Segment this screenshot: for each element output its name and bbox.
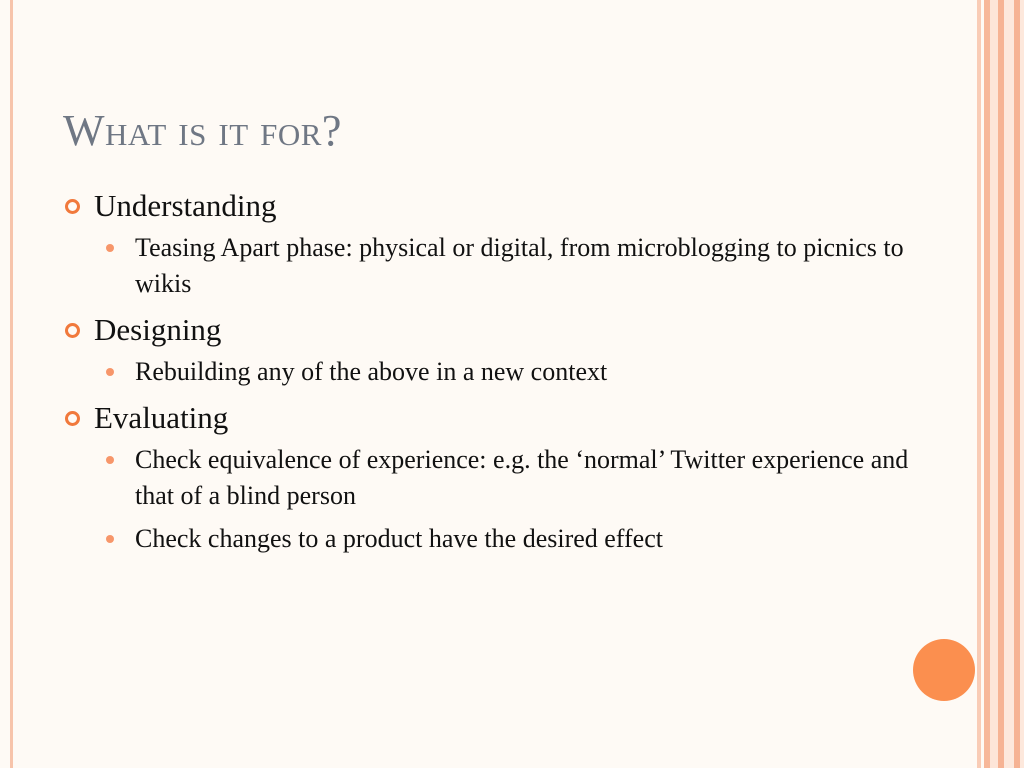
level2-list — [63, 442, 943, 557]
level2-item-text: Check equivalence of experience: e.g. the ‘normal’ Twitter experience and that of a blind person — [135, 445, 909, 510]
level2-item — [63, 442, 943, 514]
right-decoration-stripe — [977, 0, 981, 768]
dot-bullet-icon — [106, 456, 114, 464]
level1-item-text: Understanding — [94, 188, 277, 223]
section-evaluating — [63, 398, 943, 557]
level1-item-text: Evaluating — [94, 400, 229, 435]
level2-item — [63, 354, 943, 390]
section-understanding — [63, 186, 943, 302]
level1-item-text: Designing — [94, 312, 222, 347]
ring-bullet-icon — [65, 199, 80, 214]
right-decoration-stripe — [1020, 0, 1024, 768]
slide-body — [63, 186, 943, 565]
decorative-orange-circle — [913, 639, 975, 701]
level1-item — [63, 310, 943, 350]
level2-list — [63, 230, 943, 302]
level1-item — [63, 398, 943, 438]
level2-list — [63, 354, 943, 390]
dot-bullet-icon — [106, 535, 114, 543]
ring-bullet-icon — [65, 323, 80, 338]
level2-item — [63, 230, 943, 302]
right-decoration-stripe — [990, 0, 998, 768]
ring-bullet-icon — [65, 411, 80, 426]
level2-item-text: Rebuilding any of the above in a new context — [135, 357, 608, 386]
dot-bullet-icon — [106, 368, 114, 376]
slide-title: What is it for? — [63, 106, 342, 155]
level2-item-text: Teasing Apart phase: physical or digital, from microblogging to picnics to wikis — [135, 233, 904, 298]
level1-item — [63, 186, 943, 226]
level2-item-text: Check changes to a product have the desired effect — [135, 524, 663, 553]
dot-bullet-icon — [106, 244, 114, 252]
level2-item — [63, 521, 943, 557]
section-designing — [63, 310, 943, 390]
left-border-line — [10, 0, 13, 768]
right-decoration-stripe — [1004, 0, 1014, 768]
